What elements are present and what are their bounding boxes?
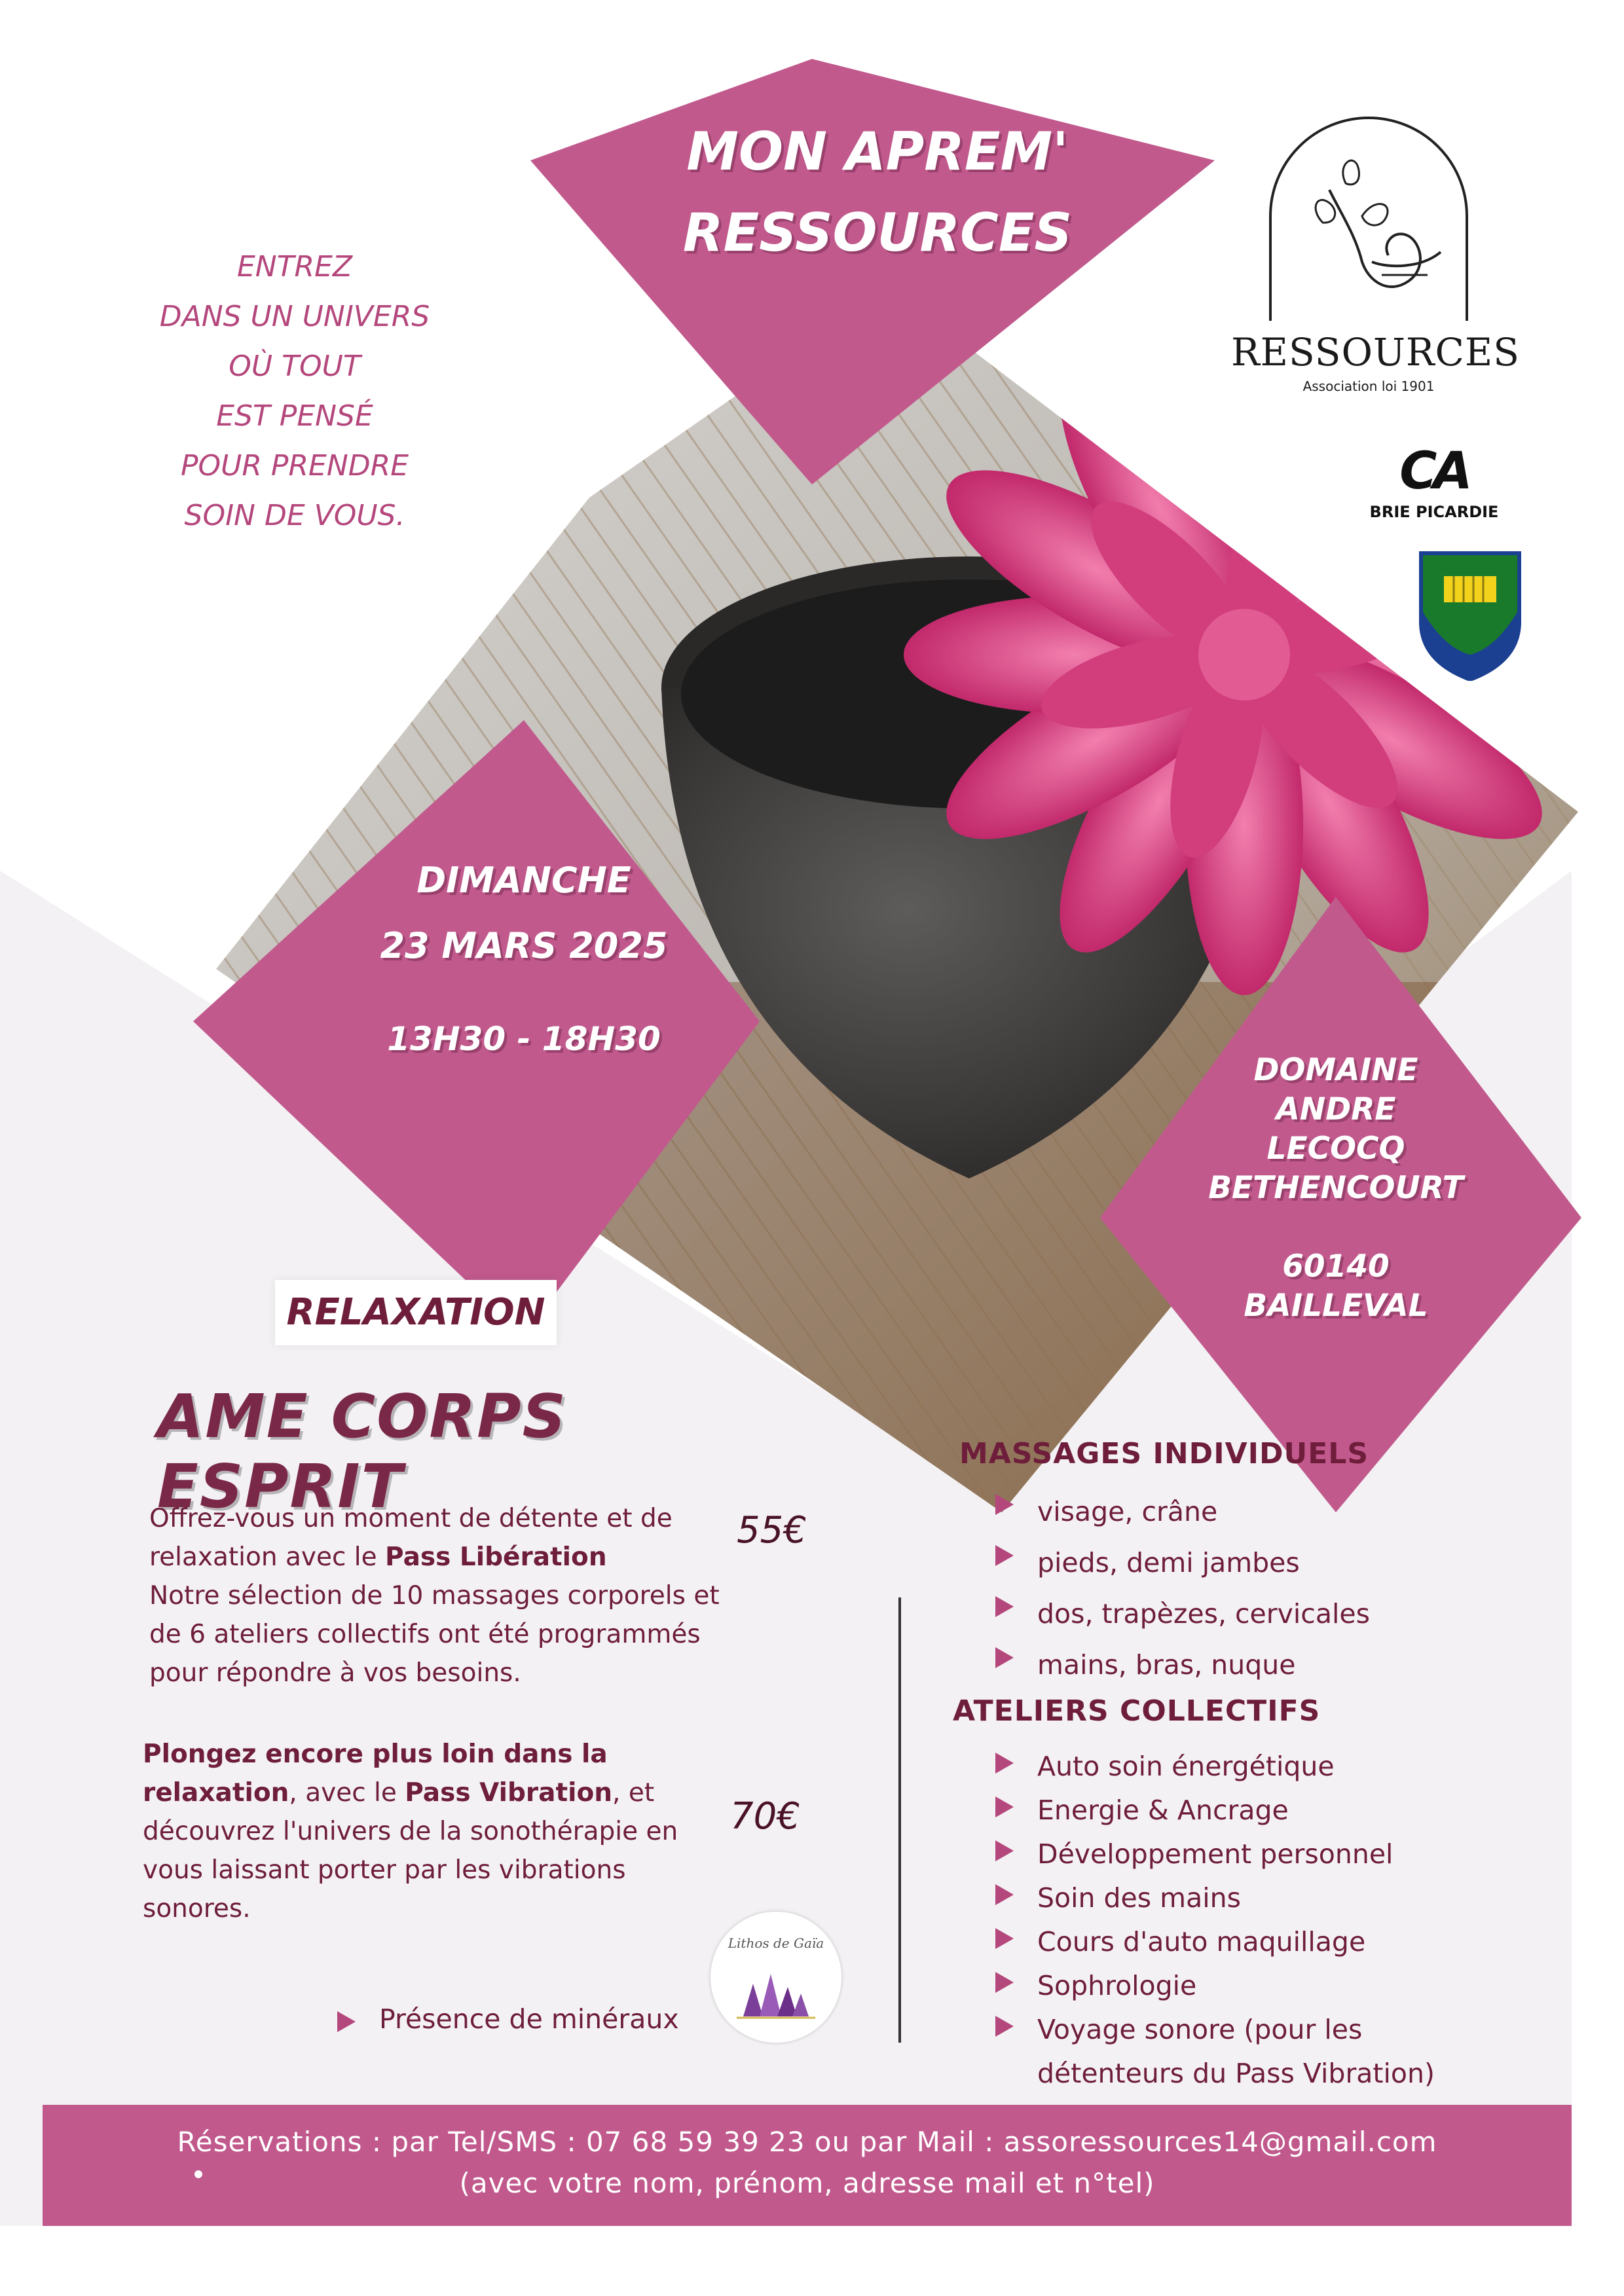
footer-reservations: Réservations : par Tel/SMS : 07 68 59 39 23 ou par Mail : assoressources14@gmail.com <box>177 2126 1437 2158</box>
footer-details: (avec votre nom, prénom, adresse mail et n°tel) <box>459 2167 1155 2199</box>
list-item <box>995 1964 1435 2008</box>
tagline-line: OÙ TOUT <box>229 350 361 383</box>
list-item <box>995 1537 1370 1588</box>
list-item <box>995 1789 1435 1832</box>
venue-block <box>1192 1051 1480 1326</box>
event-date: 23 MARS 2025 <box>380 925 668 966</box>
list-item <box>995 1832 1435 1876</box>
hand-leaf-icon <box>1231 111 1506 321</box>
ateliers-list <box>995 1745 1435 2096</box>
text-line: pour répondre à vos besoins. <box>149 1658 521 1688</box>
pass-vibration-name: Pass Vibration <box>405 1778 613 1808</box>
list-item-continuation <box>995 2052 1435 2096</box>
text-fragment: relaxation <box>143 1778 289 1808</box>
venue-city: 60140 BAILLEVAL <box>1244 1248 1428 1324</box>
bullet-dot <box>194 2170 202 2178</box>
list-item <box>995 1588 1370 1639</box>
coat-of-arms-icon <box>1418 550 1522 681</box>
event-hours: 13H30 - 18H30 <box>387 1020 661 1058</box>
list-item-label: Cours d'auto maquillage <box>1037 1926 1366 1958</box>
ressources-name: RESSOURCES <box>1231 330 1521 374</box>
list-item <box>995 1745 1435 1789</box>
arrow-icon <box>337 2011 356 2032</box>
list-item-label: Sophrologie <box>1037 1970 1197 2001</box>
ca-name: BRIE PICARDIE <box>1369 503 1499 521</box>
pass-liberation-price: 55€ <box>737 1509 807 1552</box>
list-item-label: Développement personnel <box>1037 1838 1393 1870</box>
pass-vibration-price: 70€ <box>730 1795 800 1838</box>
ressources-subtitle: Association loi 1901 <box>1302 378 1435 394</box>
text-line: sonores. <box>143 1894 251 1923</box>
tagline-line: DANS UN UNIVERS <box>159 300 430 333</box>
tagline-line: SOIN DE VOUS. <box>184 499 405 532</box>
arrow-icon <box>995 1840 1014 1861</box>
tagline-line: ENTREZ <box>236 250 353 283</box>
arrow-icon <box>995 1647 1014 1668</box>
massages-list <box>995 1486 1370 1690</box>
event-date-block <box>282 848 766 1072</box>
pass-liberation-text <box>149 1499 771 1692</box>
list-item <box>995 1920 1435 1964</box>
list-item-label: détenteurs du Pass Vibration) <box>1037 2058 1435 2089</box>
arrow-icon <box>995 1494 1014 1515</box>
arrow-icon <box>995 1545 1014 1566</box>
text-line: Notre sélection de 10 massages corporels et <box>149 1581 720 1611</box>
title-line-1: MON APREM' <box>686 121 1069 182</box>
text-fragment: , et <box>612 1778 655 1808</box>
event-day: DIMANCHE <box>416 860 631 901</box>
text-fragment: , avec le <box>289 1778 405 1808</box>
list-item-label: Auto soin énergétique <box>1037 1751 1335 1782</box>
footer-banner <box>43 2105 1572 2226</box>
arrow-icon <box>995 1972 1014 1993</box>
arrow-icon <box>995 2016 1014 2037</box>
massages-title: MASSAGES INDIVIDUELS <box>959 1437 1369 1470</box>
list-item <box>995 1876 1435 1920</box>
text-line <box>143 1774 771 1812</box>
lithos-de-gaia-logo <box>710 1912 841 2043</box>
title-line-2: RESSOURCES <box>682 202 1073 263</box>
ateliers-title: ATELIERS COLLECTIFS <box>953 1694 1321 1728</box>
text-line: Offrez-vous un moment de détente et de <box>149 1504 673 1533</box>
text-line: découvrez l'univers de la sonothérapie en <box>143 1817 678 1846</box>
tagline-line: EST PENSÉ <box>216 399 373 433</box>
list-item-label: Présence de minéraux <box>379 2003 679 2035</box>
list-item-label: pieds, demi jambes <box>1037 1547 1300 1578</box>
minerals-item <box>337 2003 679 2035</box>
venue-line-3: BETHENCOURT <box>1208 1170 1464 1206</box>
arrow-icon <box>995 1596 1014 1617</box>
column-divider <box>898 1597 901 2043</box>
tagline <box>111 242 478 541</box>
list-item-label: dos, trapèzes, cervicales <box>1037 1598 1370 1630</box>
pass-vibration-text <box>143 1735 771 1928</box>
lithos-text: Lithos de Gaïa <box>728 1935 824 1951</box>
relaxation-text: RELAXATION <box>286 1291 545 1334</box>
list-item <box>337 2003 679 2035</box>
venue-line-1: DOMAINE ANDRE <box>1253 1052 1418 1127</box>
pass-liberation-name: Pass Libération <box>385 1542 607 1572</box>
ca-mark: CA <box>1399 442 1469 501</box>
list-item-label: Soin des mains <box>1037 1882 1241 1914</box>
list-item <box>995 1486 1370 1537</box>
list-item-label: Energie & Ancrage <box>1037 1795 1289 1826</box>
tagline-line: POUR PRENDRE <box>180 449 409 483</box>
arrow-icon <box>995 1753 1014 1774</box>
main-title: AME CORPS ESPRIT <box>157 1381 567 1522</box>
arrow-icon <box>995 1928 1014 1949</box>
list-item-label: Voyage sonore (pour les <box>1037 2014 1363 2045</box>
list-item-label: visage, crâne <box>1037 1496 1218 1527</box>
text-line: de 6 ateliers collectifs ont été programmés <box>149 1620 701 1649</box>
arrow-icon <box>995 1796 1014 1817</box>
arrow-icon <box>995 1884 1014 1905</box>
text-line: Plongez encore plus loin dans la <box>143 1740 608 1769</box>
text-line: vous laissant porter par les vibrations <box>143 1855 626 1885</box>
credit-agricole-logo <box>1356 442 1513 530</box>
ressources-logo <box>1231 111 1521 426</box>
crystal-icon <box>730 1964 822 2023</box>
venue-line-2: LECOCQ <box>1266 1131 1405 1167</box>
list-item <box>995 2008 1435 2052</box>
page-title <box>589 111 1166 274</box>
list-item <box>995 1639 1370 1690</box>
list-item-label: mains, bras, nuque <box>1037 1649 1296 1681</box>
text-fragment: relaxation avec le <box>149 1542 386 1572</box>
text-line <box>149 1538 771 1576</box>
relaxation-label <box>275 1280 557 1345</box>
